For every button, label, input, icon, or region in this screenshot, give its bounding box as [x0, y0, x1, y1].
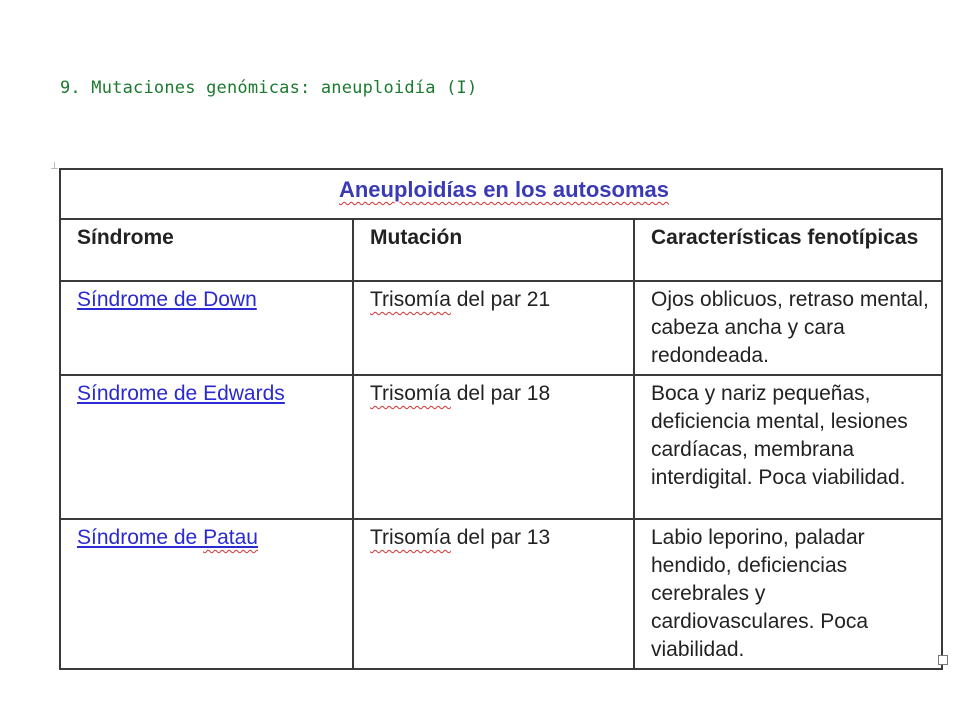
- traits-cell: Boca y nariz pequeñas, deficiencia mental, lesiones cardíacas, membrana interdigital. Poca viabilidad.: [634, 375, 942, 519]
- syndrome-cell: [60, 519, 353, 669]
- mutation-cell: [353, 519, 634, 669]
- table-caption-row: [60, 169, 942, 219]
- table-header-row: [60, 219, 942, 281]
- header-syndrome: Síndrome: [60, 219, 353, 281]
- anchor-icon: ⊥: [50, 161, 59, 172]
- patau-prefix: Síndrome de: [77, 526, 204, 549]
- mutation-rest: del par 18: [450, 382, 551, 405]
- table-row: [60, 281, 942, 375]
- header-mutation: Mutación: [353, 219, 634, 281]
- traits-cell: Ojos oblicuos, retraso mental, cabeza ancha y cara redondeada.: [634, 281, 942, 375]
- mutation-word: Trisomía: [370, 288, 451, 311]
- table-caption: Aneuploidías en los autosomas: [60, 169, 942, 219]
- slide-title: 9. Mutaciones genómicas: aneuploidía (I): [60, 78, 478, 98]
- mutation-cell: [353, 375, 634, 519]
- table-row: [60, 519, 942, 669]
- syndrome-cell: [60, 375, 353, 519]
- table-row: [60, 375, 942, 519]
- header-traits: Características fenotípicas: [634, 219, 942, 281]
- patau-syndrome-link[interactable]: [77, 526, 258, 549]
- mutation-cell: [353, 281, 634, 375]
- resize-handle[interactable]: [938, 655, 948, 665]
- traits-cell: Labio leporino, paladar hendido, deficiencias cerebrales y cardiovasculares. Poca viabilidad.: [634, 519, 942, 669]
- mutation-rest: del par 13: [450, 526, 551, 549]
- aneuploidy-table: [59, 168, 943, 670]
- down-syndrome-link[interactable]: Síndrome de Down: [77, 288, 257, 311]
- syndrome-cell: [60, 281, 353, 375]
- mutation-word: Trisomía: [370, 382, 451, 405]
- mutation-word: Trisomía: [370, 526, 451, 549]
- patau-name: Patau: [203, 526, 258, 549]
- mutation-rest: del par 21: [450, 288, 551, 311]
- edwards-syndrome-link[interactable]: Síndrome de Edwards: [77, 382, 285, 405]
